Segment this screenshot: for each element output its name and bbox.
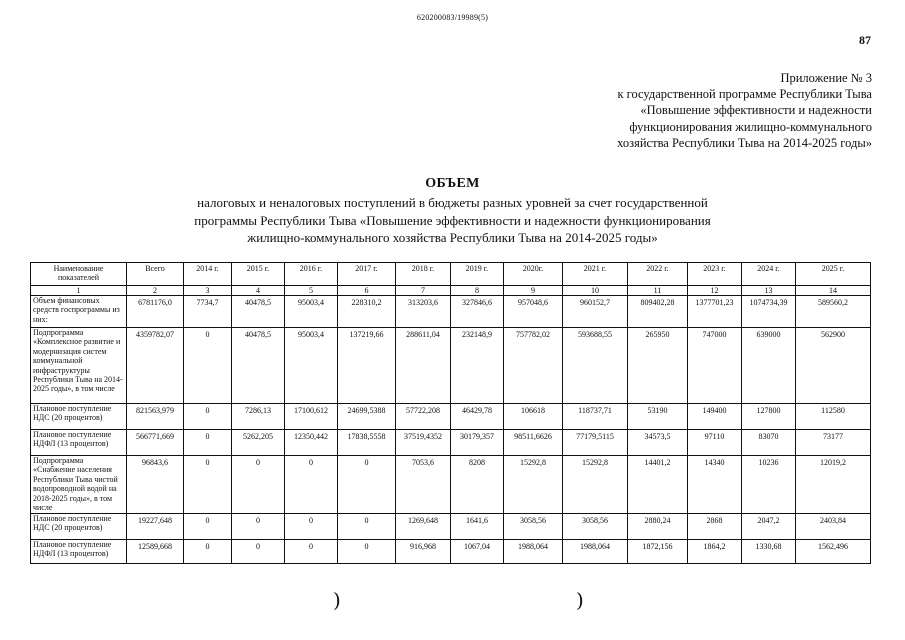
- table-cell: 5262,205: [232, 430, 285, 456]
- revenue-table: [30, 262, 871, 564]
- column-number: 3: [184, 286, 232, 296]
- column-number: 5: [285, 286, 338, 296]
- row-label: Плановое поступление НДС (20 процентов): [31, 514, 127, 540]
- column-header: 2024 г.: [742, 263, 796, 286]
- table-cell: 0: [285, 456, 338, 514]
- table-cell: 46429,78: [451, 404, 504, 430]
- column-header: 2020г.: [504, 263, 563, 286]
- table-cell: 97110: [688, 430, 742, 456]
- row-label: Подпрограмма «Комплексное развитие и модернизация систем коммунальной инфраструктуры Республики Тыва на 2014-2025 годы», в том числе: [31, 328, 127, 404]
- column-number: 14: [796, 286, 871, 296]
- table-cell: 2880,24: [628, 514, 688, 540]
- table-cell: 957048,6: [504, 296, 563, 328]
- table-cell: 0: [184, 328, 232, 404]
- table-cell: 2403,84: [796, 514, 871, 540]
- footer-mark: ): [333, 588, 341, 612]
- table-cell: 1872,156: [628, 540, 688, 564]
- appendix-line: к государственной программе Республики Тыва: [617, 87, 872, 102]
- table-cell: 1330,68: [742, 540, 796, 564]
- table-cell: 589560,2: [796, 296, 871, 328]
- appendix-line: функционирования жилищно-коммунального: [629, 119, 872, 134]
- table-cell: 1988,064: [504, 540, 563, 564]
- appendix-block: [500, 70, 872, 151]
- table-cell: 37519,4352: [396, 430, 451, 456]
- table-cell: 3058,56: [563, 514, 628, 540]
- table-cell: 327846,6: [451, 296, 504, 328]
- table-cell: 12019,2: [796, 456, 871, 514]
- column-number: 7: [396, 286, 451, 296]
- row-label: Плановое поступление НДС (20 процентов): [31, 404, 127, 430]
- table-cell: 757782,02: [504, 328, 563, 404]
- table-cell: 7286,13: [232, 404, 285, 430]
- table-cell: 34573,5: [628, 430, 688, 456]
- table-cell: 95003,4: [285, 296, 338, 328]
- table-cell: 0: [232, 540, 285, 564]
- table-cell: 916,968: [396, 540, 451, 564]
- table-cell: 73177: [796, 430, 871, 456]
- row-label: Плановое поступление НДФЛ (13 процентов): [31, 430, 127, 456]
- column-number: 8: [451, 286, 504, 296]
- row-label: Подпрограмма «Снабжение населения Республики Тыва чистой водопроводной водой на 2018-2025 годы», в том числе: [31, 456, 127, 514]
- subtitle-line: налоговых и неналоговых поступлений в бюджеты разных уровней за счет государственной: [197, 195, 708, 210]
- column-number: 10: [563, 286, 628, 296]
- table-cell: 12589,668: [127, 540, 184, 564]
- table-cell: 0: [285, 514, 338, 540]
- table-cell: 7053,6: [396, 456, 451, 514]
- table-cell: 95003,4: [285, 328, 338, 404]
- subtitle-line: программы Республики Тыва «Повышение эффективности и надежности функционирования: [194, 212, 711, 228]
- table-cell: 1641,6: [451, 514, 504, 540]
- column-number: 11: [628, 286, 688, 296]
- table-cell: 4359782,07: [127, 328, 184, 404]
- table-cell: 0: [338, 456, 396, 514]
- table-cell: 809402,28: [628, 296, 688, 328]
- column-header: 2018 г.: [396, 263, 451, 286]
- table-row: [31, 540, 871, 564]
- column-header: 2017 г.: [338, 263, 396, 286]
- table-cell: 17838,5558: [338, 430, 396, 456]
- table-cell: 30179,357: [451, 430, 504, 456]
- table-cell: 288611,04: [396, 328, 451, 404]
- table-row: [31, 404, 871, 430]
- document-title: ОБЪЕМ: [425, 176, 480, 191]
- table-cell: 1377701,23: [688, 296, 742, 328]
- table-header-row: [31, 263, 871, 286]
- table-cell: 149400: [688, 404, 742, 430]
- document-subtitle: [120, 194, 785, 247]
- table-cell: 83070: [742, 430, 796, 456]
- table-cell: 0: [184, 430, 232, 456]
- footer-mark: ): [576, 588, 584, 612]
- table-cell: 24699,5388: [338, 404, 396, 430]
- table-cell: 1864,2: [688, 540, 742, 564]
- table-cell: 118737,71: [563, 404, 628, 430]
- table-cell: 40478,5: [232, 328, 285, 404]
- table-cell: 2047,2: [742, 514, 796, 540]
- row-label: Объем финансовых средств госпрограммы из них:: [31, 296, 127, 328]
- table-row: [31, 456, 871, 514]
- column-number: 12: [688, 286, 742, 296]
- column-number: 6: [338, 286, 396, 296]
- table-cell: 40478,5: [232, 296, 285, 328]
- table-cell: 821563,979: [127, 404, 184, 430]
- table-cell: 7734,7: [184, 296, 232, 328]
- table-cell: 265950: [628, 328, 688, 404]
- table-cell: 1067,04: [451, 540, 504, 564]
- column-header: 2025 г.: [796, 263, 871, 286]
- table-cell: 127800: [742, 404, 796, 430]
- table-cell: 1269,648: [396, 514, 451, 540]
- document-code: 620200083/19989(5): [416, 13, 489, 22]
- table-cell: 0: [184, 540, 232, 564]
- table-cell: 14340: [688, 456, 742, 514]
- column-number: 13: [742, 286, 796, 296]
- table-cell: 562900: [796, 328, 871, 404]
- table-cell: 8208: [451, 456, 504, 514]
- table-row: [31, 328, 871, 404]
- table-cell: 0: [184, 456, 232, 514]
- table-cell: 0: [338, 540, 396, 564]
- column-header: 2015 г.: [232, 263, 285, 286]
- appendix-line: хозяйства Республики Тыва на 2014-2025 годы»: [617, 135, 872, 150]
- table-cell: 77179,5115: [563, 430, 628, 456]
- table-cell: 1988,064: [563, 540, 628, 564]
- column-number: 2: [127, 286, 184, 296]
- table-cell: 12350,442: [285, 430, 338, 456]
- table-cell: 2868: [688, 514, 742, 540]
- table-cell: 106618: [504, 404, 563, 430]
- table-cell: 98511,6626: [504, 430, 563, 456]
- table-cell: 313203,6: [396, 296, 451, 328]
- table-cell: 57722,208: [396, 404, 451, 430]
- table-cell: 593688,55: [563, 328, 628, 404]
- table-cell: 17100,612: [285, 404, 338, 430]
- column-header: 2016 г.: [285, 263, 338, 286]
- table-cell: 228310,2: [338, 296, 396, 328]
- table-cell: 137219,66: [338, 328, 396, 404]
- table-row: [31, 296, 871, 328]
- table-cell: 6781176,0: [127, 296, 184, 328]
- table-cell: 1074734,39: [742, 296, 796, 328]
- table-cell: 0: [232, 456, 285, 514]
- appendix-line: Приложение № 3: [780, 71, 872, 85]
- column-header: 2014 г.: [184, 263, 232, 286]
- table-cell: 15292,8: [504, 456, 563, 514]
- column-number: 9: [504, 286, 563, 296]
- table-cell: 15292,8: [563, 456, 628, 514]
- table-cell: 747000: [688, 328, 742, 404]
- table-cell: 112580: [796, 404, 871, 430]
- column-header: 2023 г.: [688, 263, 742, 286]
- column-header: 2019 г.: [451, 263, 504, 286]
- table-body: [31, 296, 871, 564]
- table-cell: 19227,648: [127, 514, 184, 540]
- table-cell: 0: [184, 514, 232, 540]
- column-header: Наименование показателей: [31, 263, 127, 286]
- table-cell: 639000: [742, 328, 796, 404]
- page-number: 87: [859, 33, 871, 47]
- table-cell: 0: [184, 404, 232, 430]
- table-cell: 3058,56: [504, 514, 563, 540]
- column-number: 1: [31, 286, 127, 296]
- column-header: Всего: [127, 263, 184, 286]
- subtitle-line: жилищно-коммунального хозяйства Республики Тыва на 2014-2025 годы»: [247, 230, 658, 245]
- table-cell: 232148,9: [451, 328, 504, 404]
- table-cell: 0: [285, 540, 338, 564]
- table-cell: 14401,2: [628, 456, 688, 514]
- column-header: 2021 г.: [563, 263, 628, 286]
- table-cell: 0: [338, 514, 396, 540]
- column-number-row: [31, 286, 871, 296]
- table-cell: 53190: [628, 404, 688, 430]
- table-cell: 1562,496: [796, 540, 871, 564]
- table-cell: 0: [232, 514, 285, 540]
- table-cell: 566771,669: [127, 430, 184, 456]
- appendix-line: «Повышение эффективности и надежности: [640, 103, 872, 118]
- table-cell: 96843,6: [127, 456, 184, 514]
- table-row: [31, 514, 871, 540]
- row-label: Плановое поступление НДФЛ (13 процентов): [31, 540, 127, 564]
- table-cell: 10236: [742, 456, 796, 514]
- table-cell: 960152,7: [563, 296, 628, 328]
- table-row: [31, 430, 871, 456]
- column-number: 4: [232, 286, 285, 296]
- column-header: 2022 г.: [628, 263, 688, 286]
